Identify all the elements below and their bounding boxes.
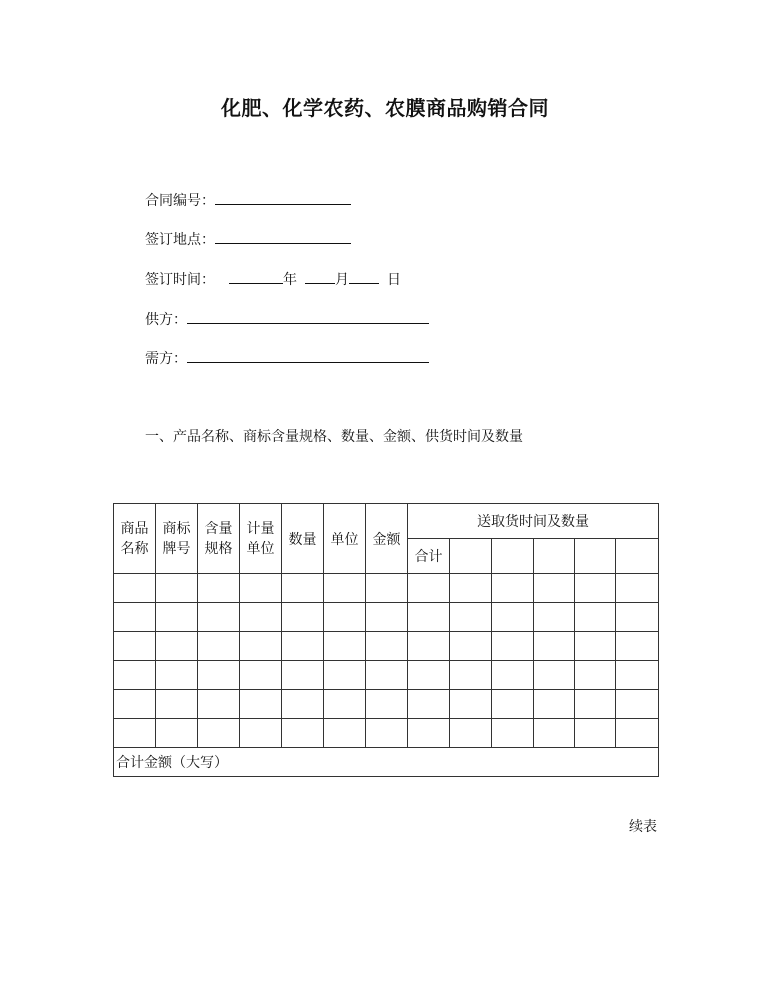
table-cell[interactable] bbox=[492, 719, 534, 748]
table-cell[interactable] bbox=[366, 603, 408, 632]
table-cell[interactable] bbox=[492, 574, 534, 603]
supplier-blank[interactable] bbox=[187, 309, 429, 324]
table-cell[interactable] bbox=[114, 632, 156, 661]
table-cell[interactable] bbox=[282, 690, 324, 719]
table-cell[interactable] bbox=[450, 632, 492, 661]
table-cell[interactable] bbox=[450, 603, 492, 632]
table-cell[interactable] bbox=[198, 632, 240, 661]
table-cell[interactable] bbox=[575, 690, 616, 719]
day-label: 日 bbox=[387, 272, 401, 288]
buyer-field bbox=[145, 348, 429, 368]
header-delivery-cell[interactable] bbox=[450, 539, 492, 574]
header-unit: 单位 bbox=[324, 504, 366, 574]
month-blank[interactable] bbox=[305, 269, 335, 284]
table-row bbox=[114, 719, 659, 748]
supplier-label: 供方： bbox=[145, 312, 187, 328]
table-cell[interactable] bbox=[156, 603, 198, 632]
header-measure-unit: 计量 单位 bbox=[240, 504, 282, 574]
header-brand: 商标 牌号 bbox=[156, 504, 198, 574]
table-cell[interactable] bbox=[282, 719, 324, 748]
table-cell[interactable] bbox=[366, 719, 408, 748]
table-row bbox=[114, 661, 659, 690]
table-cell[interactable] bbox=[198, 719, 240, 748]
table-cell[interactable] bbox=[575, 719, 616, 748]
table-cell[interactable] bbox=[408, 719, 450, 748]
table-cell[interactable] bbox=[282, 632, 324, 661]
table-cell[interactable] bbox=[324, 603, 366, 632]
table-cell[interactable] bbox=[408, 574, 450, 603]
table-cell[interactable] bbox=[450, 690, 492, 719]
table-cell[interactable] bbox=[198, 603, 240, 632]
contract-number-blank[interactable] bbox=[215, 190, 351, 205]
header-spec: 含量 规格 bbox=[198, 504, 240, 574]
table-cell[interactable] bbox=[534, 603, 575, 632]
continued-label: 续表 bbox=[629, 819, 657, 835]
table-cell[interactable] bbox=[324, 661, 366, 690]
table-cell[interactable] bbox=[114, 603, 156, 632]
table-cell[interactable] bbox=[366, 632, 408, 661]
table-cell[interactable] bbox=[240, 632, 282, 661]
table-cell[interactable] bbox=[492, 632, 534, 661]
table-cell[interactable] bbox=[534, 632, 575, 661]
table-cell[interactable] bbox=[575, 661, 616, 690]
section-1-heading: 一、产品名称、商标含量规格、数量、金额、供货时间及数量 bbox=[145, 429, 523, 445]
table-cell[interactable] bbox=[156, 661, 198, 690]
table-cell[interactable] bbox=[198, 690, 240, 719]
supplier-field bbox=[145, 309, 429, 329]
table-cell[interactable] bbox=[324, 719, 366, 748]
header-delivery: 送取货时间及数量 bbox=[408, 504, 659, 539]
header-product-name: 商品 名称 bbox=[114, 504, 156, 574]
sign-place-field bbox=[145, 229, 351, 249]
header-quantity: 数量 bbox=[282, 504, 324, 574]
table-cell[interactable] bbox=[240, 574, 282, 603]
sign-time-field bbox=[145, 269, 401, 289]
header-delivery-cell[interactable] bbox=[616, 539, 659, 574]
header-amount: 金额 bbox=[366, 504, 408, 574]
year-label: 年 bbox=[283, 272, 297, 288]
table-cell[interactable] bbox=[575, 574, 616, 603]
year-blank[interactable] bbox=[229, 269, 283, 284]
table-cell[interactable] bbox=[616, 574, 659, 603]
table-cell[interactable] bbox=[492, 661, 534, 690]
sign-place-label: 签订地点： bbox=[145, 232, 215, 248]
table-cell[interactable] bbox=[534, 574, 575, 603]
table-row bbox=[114, 632, 659, 661]
buyer-blank[interactable] bbox=[187, 348, 429, 363]
table-cell[interactable] bbox=[616, 719, 659, 748]
table-cell[interactable] bbox=[450, 661, 492, 690]
table-cell[interactable] bbox=[324, 574, 366, 603]
total-row bbox=[114, 748, 659, 777]
table-cell[interactable] bbox=[324, 632, 366, 661]
table-cell[interactable] bbox=[534, 719, 575, 748]
sign-time-label: 签订时间： bbox=[145, 272, 215, 288]
table-cell[interactable] bbox=[616, 603, 659, 632]
table-cell[interactable] bbox=[492, 690, 534, 719]
table-row bbox=[114, 603, 659, 632]
table-cell[interactable] bbox=[408, 690, 450, 719]
total-amount-cell[interactable] bbox=[114, 748, 659, 777]
contract-number-field bbox=[145, 190, 351, 210]
table-cell[interactable] bbox=[156, 632, 198, 661]
goods-table bbox=[113, 503, 659, 777]
table-cell[interactable] bbox=[575, 632, 616, 661]
table-cell[interactable] bbox=[240, 603, 282, 632]
table-cell[interactable] bbox=[450, 719, 492, 748]
header-delivery-cell[interactable] bbox=[534, 539, 575, 574]
header-delivery-cell[interactable] bbox=[575, 539, 616, 574]
table-row bbox=[114, 574, 659, 603]
table-cell[interactable] bbox=[114, 661, 156, 690]
table-cell[interactable] bbox=[156, 690, 198, 719]
table-cell[interactable] bbox=[534, 690, 575, 719]
table-cell[interactable] bbox=[616, 632, 659, 661]
table-cell[interactable] bbox=[408, 603, 450, 632]
month-label: 月 bbox=[335, 272, 349, 288]
table-cell[interactable] bbox=[408, 632, 450, 661]
table-cell[interactable] bbox=[324, 690, 366, 719]
table-cell[interactable] bbox=[366, 690, 408, 719]
table-cell[interactable] bbox=[450, 574, 492, 603]
table-cell[interactable] bbox=[616, 690, 659, 719]
table-cell[interactable] bbox=[240, 690, 282, 719]
table-cell[interactable] bbox=[240, 661, 282, 690]
table-cell[interactable] bbox=[366, 661, 408, 690]
total-amount-label: 合计金额（大写） bbox=[116, 755, 228, 771]
table-cell[interactable] bbox=[198, 661, 240, 690]
table-cell[interactable] bbox=[114, 690, 156, 719]
header-delivery-cell[interactable] bbox=[492, 539, 534, 574]
contract-number-label: 合同编号： bbox=[145, 193, 215, 209]
table-cell[interactable] bbox=[156, 719, 198, 748]
table-cell[interactable] bbox=[282, 574, 324, 603]
table-cell[interactable] bbox=[114, 574, 156, 603]
table-row bbox=[114, 690, 659, 719]
table-cell[interactable] bbox=[575, 603, 616, 632]
table-cell[interactable] bbox=[366, 574, 408, 603]
buyer-label: 需方： bbox=[145, 351, 187, 367]
table-cell[interactable] bbox=[616, 661, 659, 690]
table-cell[interactable] bbox=[492, 603, 534, 632]
table-cell[interactable] bbox=[198, 574, 240, 603]
table-cell[interactable] bbox=[534, 661, 575, 690]
header-subtotal: 合计 bbox=[408, 539, 450, 574]
document-title: 化肥、化学农药、农膜商品购销合同 bbox=[221, 96, 549, 120]
table-cell[interactable] bbox=[282, 603, 324, 632]
table-cell[interactable] bbox=[114, 719, 156, 748]
table-cell[interactable] bbox=[240, 719, 282, 748]
day-blank[interactable] bbox=[349, 269, 379, 284]
sign-place-blank[interactable] bbox=[215, 229, 351, 244]
table-cell[interactable] bbox=[282, 661, 324, 690]
table-cell[interactable] bbox=[408, 661, 450, 690]
table-cell[interactable] bbox=[156, 574, 198, 603]
